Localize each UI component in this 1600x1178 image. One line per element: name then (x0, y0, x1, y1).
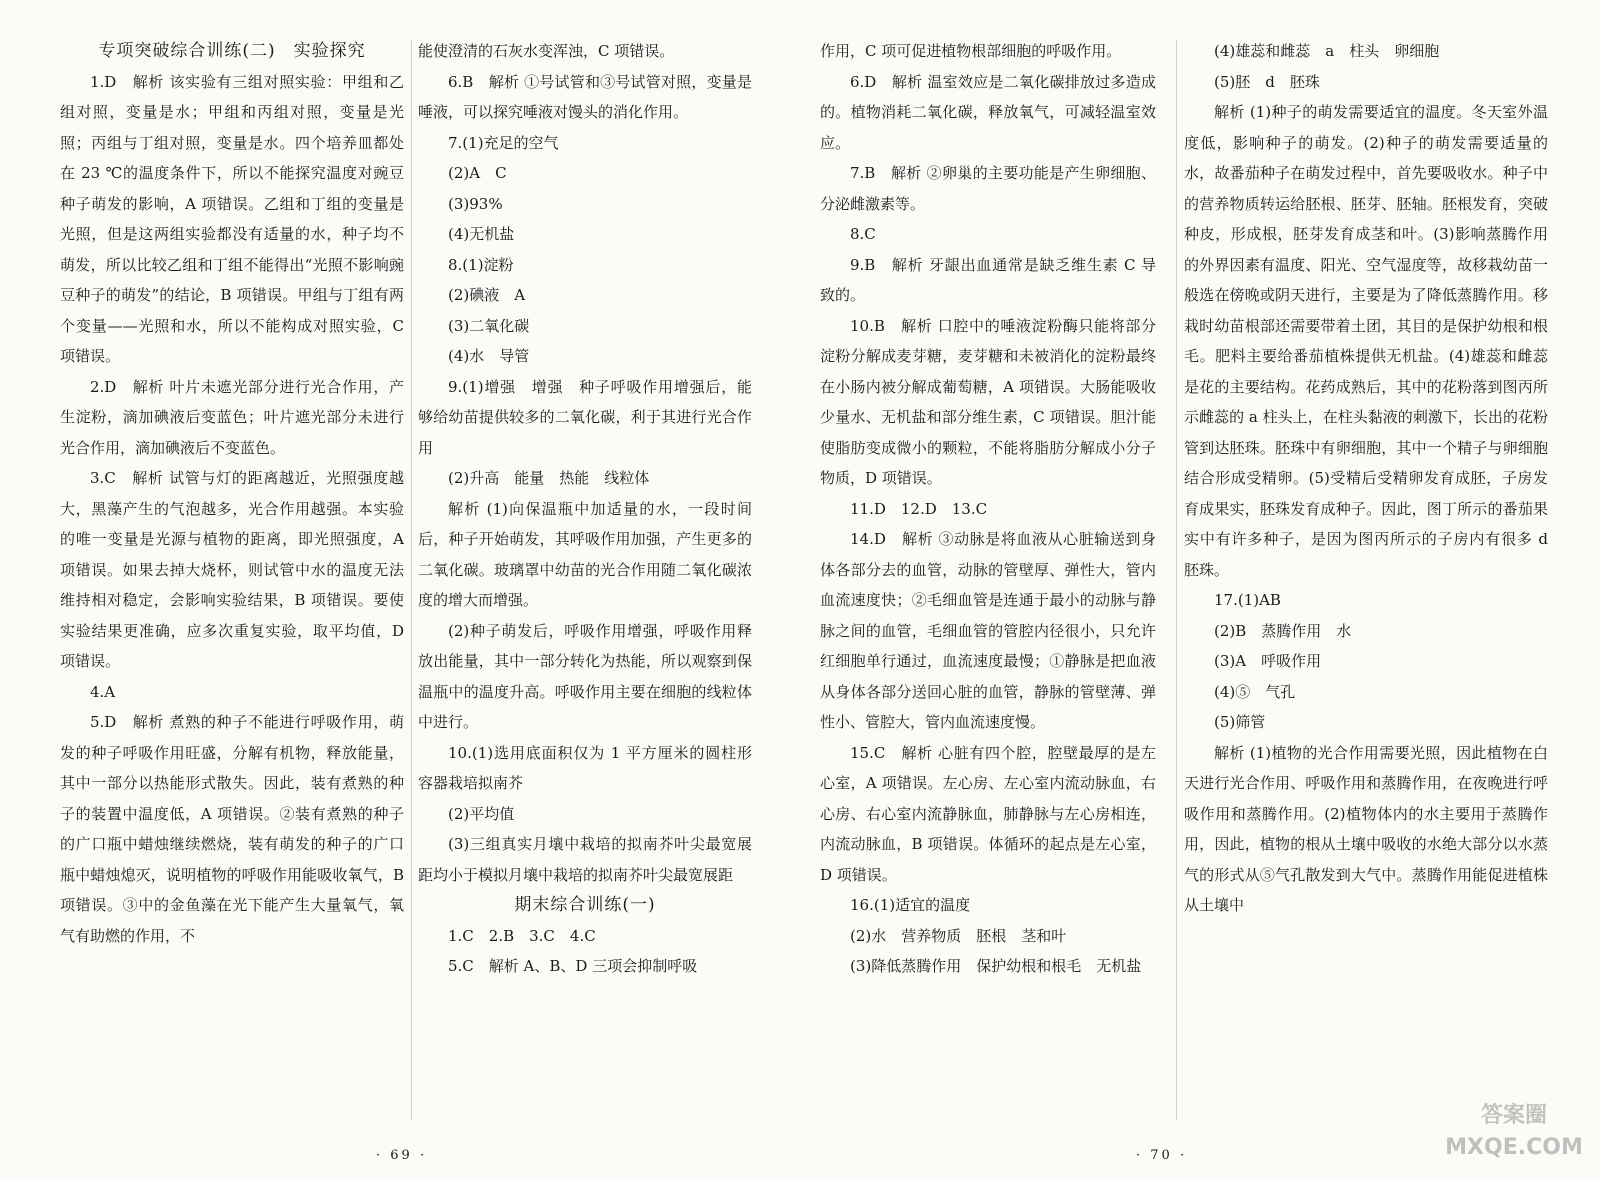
answer-paragraph: 2.D 解析 叶片未遮光部分进行光合作用，产生淀粉，滴加碘液后变蓝色；叶片遮光部分未进行光合作用，滴加碘液后不变蓝色。 (60, 377, 404, 457)
answer-paragraph: 解析 (1)种子的萌发需要适宜的温度。冬天室外温度低，影响种子的萌发。(2)种子的萌发需要适量的水，故番茄种子在萌发过程中，首先要吸收水。种子中的营养物质转运给胚根、胚芽、胚轴。胚根发育，突破种皮，形成根，胚芽发育成茎和叶。(3)影响蒸腾作用的外界因素有温度、阳光、空气湿度等，故移栽幼苗一般选在傍晚或阴天进行，主要是为了降低蒸腾作用。移栽时幼苗根部还需要带着土团，其目的是保护幼根和根毛。肥料主要给番茄植株提供无机盐。(4)雄蕊和雌蕊是花的主要结构。花药成熟后，其中的花粉落到图丙所示雌蕊的 a 柱头上，在柱头黏液的刺激下，长出的花粉管到达胚珠。胚珠中有卵细胞，其中一个精子与卵细胞结合形成受精卵。(5)受精后受精卵发育成胚，子房发育成果实，胚珠发育成种子。因此，图丁所示的番茄果实中有许多种子，是因为图丙所示的子房内有很多 d 胚珠。 (1184, 103, 1548, 579)
answer-paragraph: 6.B 解析 ①号试管和③号试管对照，变量是唾液，可以探究唾液对馒头的消化作用。 (418, 72, 752, 121)
answer-paragraph: 7.(1)充足的空气 (448, 133, 559, 152)
answer-paragraph: 解析 (1)向保温瓶中加适量的水，一段时间后，种子开始萌发，其呼吸作用加强，产生更多的二氧化碳。玻璃罩中幼苗的光合作用随二氧化碳浓度的增大而增强。 (418, 499, 752, 609)
watermark-site-text: MXQE.COM (1445, 1135, 1583, 1160)
left-page-column-2 (418, 36, 752, 982)
answer-paragraph: 1.C 2.B 3.C 4.C (448, 926, 596, 945)
page-number-70: · 70 · (1136, 1148, 1188, 1163)
answer-paragraph: (4)⑤ 气孔 (1214, 682, 1296, 701)
answer-paragraph: (2)平均值 (448, 804, 515, 823)
watermark-logo-text: 答案圈 (1480, 1103, 1547, 1128)
answer-paragraph: (4)雄蕊和雌蕊 a 柱头 卵细胞 (1214, 42, 1440, 60)
column-divider (1176, 40, 1177, 1120)
answer-paragraph: 6.D 解析 温室效应是二氧化碳排放过多造成的。植物消耗二氧化碳，释放氧气，可减轻温室效应。 (820, 72, 1156, 152)
answer-paragraph: (2)水 营养物质 胚根 茎和叶 (850, 926, 1067, 945)
answer-paragraph: (3)二氧化碳 (448, 316, 530, 335)
answer-paragraph: (3)降低蒸腾作用 保护幼根和根毛 无机盐 (850, 957, 1142, 975)
answer-paragraph: 11.D 12.D 13.C (850, 499, 988, 518)
answer-paragraph: (2)种子萌发后，呼吸作用增强，呼吸作用释放出能量，其中一部分转化为热能，所以观察到保温瓶中的温度升高。呼吸作用主要在细胞的线粒体中进行。 (418, 621, 752, 731)
answer-paragraph: 10.B 解析 口腔中的唾液淀粉酶只能将部分淀粉分解成麦芽糖，麦芽糖和未被消化的淀粉最终在小肠内被分解成葡萄糖，A 项错误。大肠能吸收少量水、无机盐和部分维生素，C 项错误。胆汁能使脂肪变成微小的颗粒，不能将脂肪分解成小分子物质，D 项错误。 (820, 316, 1156, 487)
answer-paragraph: (4)水 导管 (448, 347, 530, 365)
answer-paragraph: 作用，C 项可促进植物根部细胞的呼吸作用。 (820, 42, 1122, 60)
answer-paragraph: (2)碘液 A (448, 286, 526, 304)
answer-paragraph: 5.D 解析 煮熟的种子不能进行呼吸作用，萌发的种子呼吸作用旺盛，分解有机物，释放能量，其中一部分以热能形式散失。因此，装有煮熟的种子的装置中温度低，A 项错误。②装有煮熟的种子的广口瓶中蜡烛继续燃烧，装有萌发的种子的广口瓶中蜡烛熄灭，说明植物的呼吸作用能吸收氧气，B 项错误。③中的金鱼藻在光下能产生大量氧气，氧气有助燃的作用，不 (60, 713, 404, 945)
answer-paragraph: 1.D 解析 该实验有三组对照实验：甲组和乙组对照，变量是水；甲组和丙组对照，变量是光照；丙组与丁组对照，变量是水。四个培养皿都处在 23 ℃的温度条件下，所以不能探究温度对豌豆种子萌发的影响，A 项错误。乙组和丁组的变量是光照，但是这两组实验都没有适量的水，种子均不萌发，所以比较乙组和丁组不能得出“光照不影响豌豆种子的萌发”的结论，B 项错误。甲组与丁组有两个变量——光照和水，所以不能构成对照实验，C 项错误。 (60, 72, 404, 365)
answer-paragraph: 17.(1)AB (1214, 591, 1281, 609)
answer-paragraph: 9.(1)增强 增强 种子呼吸作用增强后，能够给幼苗提供较多的二氧化碳，利于其进行光合作用 (418, 377, 752, 457)
right-page-column-1 (820, 36, 1156, 982)
answer-paragraph: 8.(1)淀粉 (448, 255, 514, 274)
answer-paragraph: 3.C 解析 试管与灯的距离越近，光照强度越大，黑藻产生的气泡越多，光合作用越强。本实验的唯一变量是光源与植物的距离，即光照强度，A 项错误。如果去掉大烧杯，则试管中水的温度无法维持相对稳定，会影响实验结果，B 项错误。要使实验结果更准确，应多次重复实验，取平均值，D 项错误。 (60, 469, 404, 670)
answer-paragraph: 5.C 解析 A、B、D 三项会抑制呼吸 (448, 957, 698, 975)
answer-paragraph: 4.A (90, 682, 116, 701)
left-page-column-1 (60, 36, 404, 951)
answer-paragraph: (2)B 蒸腾作用 水 (1214, 621, 1352, 640)
answer-paragraph: (2)A C (448, 164, 507, 182)
answer-paragraph: 10.(1)选用底面积仅为 1 平方厘米的圆柱形容器栽培拟南芥 (418, 743, 752, 792)
answer-paragraph: 16.(1)适宜的温度 (850, 896, 971, 914)
answer-paragraph: (3)93% (448, 194, 503, 213)
column-divider (411, 40, 412, 1120)
watermark (1434, 1100, 1594, 1170)
right-page (800, 0, 1600, 1178)
answer-paragraph: (5)筛管 (1214, 713, 1266, 731)
section-heading: 专项突破综合训练(二) 实验探究 (98, 41, 366, 61)
answer-paragraph: 7.B 解析 ②卵巢的主要功能是产生卵细胞、分泌雌激素等。 (820, 164, 1156, 213)
answer-paragraph: 15.C 解析 心脏有四个腔，腔壁最厚的是左心室，A 项错误。左心房、左心室内流动脉血，右心房、右心室内流静脉血，肺静脉与左心房相连，内流动脉血，B 项错误。体循环的起点是左心室，D 项错误。 (820, 743, 1156, 884)
right-page-column-2 (1184, 36, 1548, 921)
answer-paragraph: (2)升高 能量 热能 线粒体 (448, 469, 650, 487)
answer-paragraph: 9.B 解析 牙龈出血通常是缺乏维生素 C 导致的。 (820, 255, 1156, 304)
answer-paragraph: (5)胚 d 胚珠 (1214, 72, 1320, 91)
page-number-69: · 69 · (376, 1148, 428, 1163)
answer-paragraph: (3)三组真实月壤中栽培的拟南芥叶尖最宽展距均小于模拟月壤中栽培的拟南芥叶尖最宽展距 (418, 835, 752, 884)
answer-paragraph: 能使澄清的石灰水变浑浊，C 项错误。 (418, 42, 675, 60)
answer-paragraph: (3)A 呼吸作用 (1214, 652, 1322, 670)
answer-paragraph: 14.D 解析 ③动脉是将血液从心脏输送到身体各部分去的血管，动脉的管壁厚、弹性大，管内血流速度快；②毛细血管是连通于最小的动脉与静脉之间的血管，毛细血管的管腔内径很小，只允许红细胞单行通过，血流速度最慢；①静脉是把血液从身体各部分送回心脏的血管，静脉的管壁薄、弹性小、管腔大，管内血流速度慢。 (820, 530, 1156, 731)
answer-paragraph: 8.C (850, 225, 876, 243)
answer-paragraph: 解析 (1)植物的光合作用需要光照，因此植物在白天进行光合作用、呼吸作用和蒸腾作用，在夜晚进行呼吸作用和蒸腾作用。(2)植物体内的水主要用于蒸腾作用，因此，植物的根从土壤中吸收的水绝大部分以水蒸气的形式从⑤气孔散发到大气中。蒸腾作用能促进植株从土壤中 (1184, 743, 1548, 914)
answer-paragraph: (4)无机盐 (448, 225, 515, 243)
section-heading: 期末综合训练(一) (514, 895, 656, 915)
